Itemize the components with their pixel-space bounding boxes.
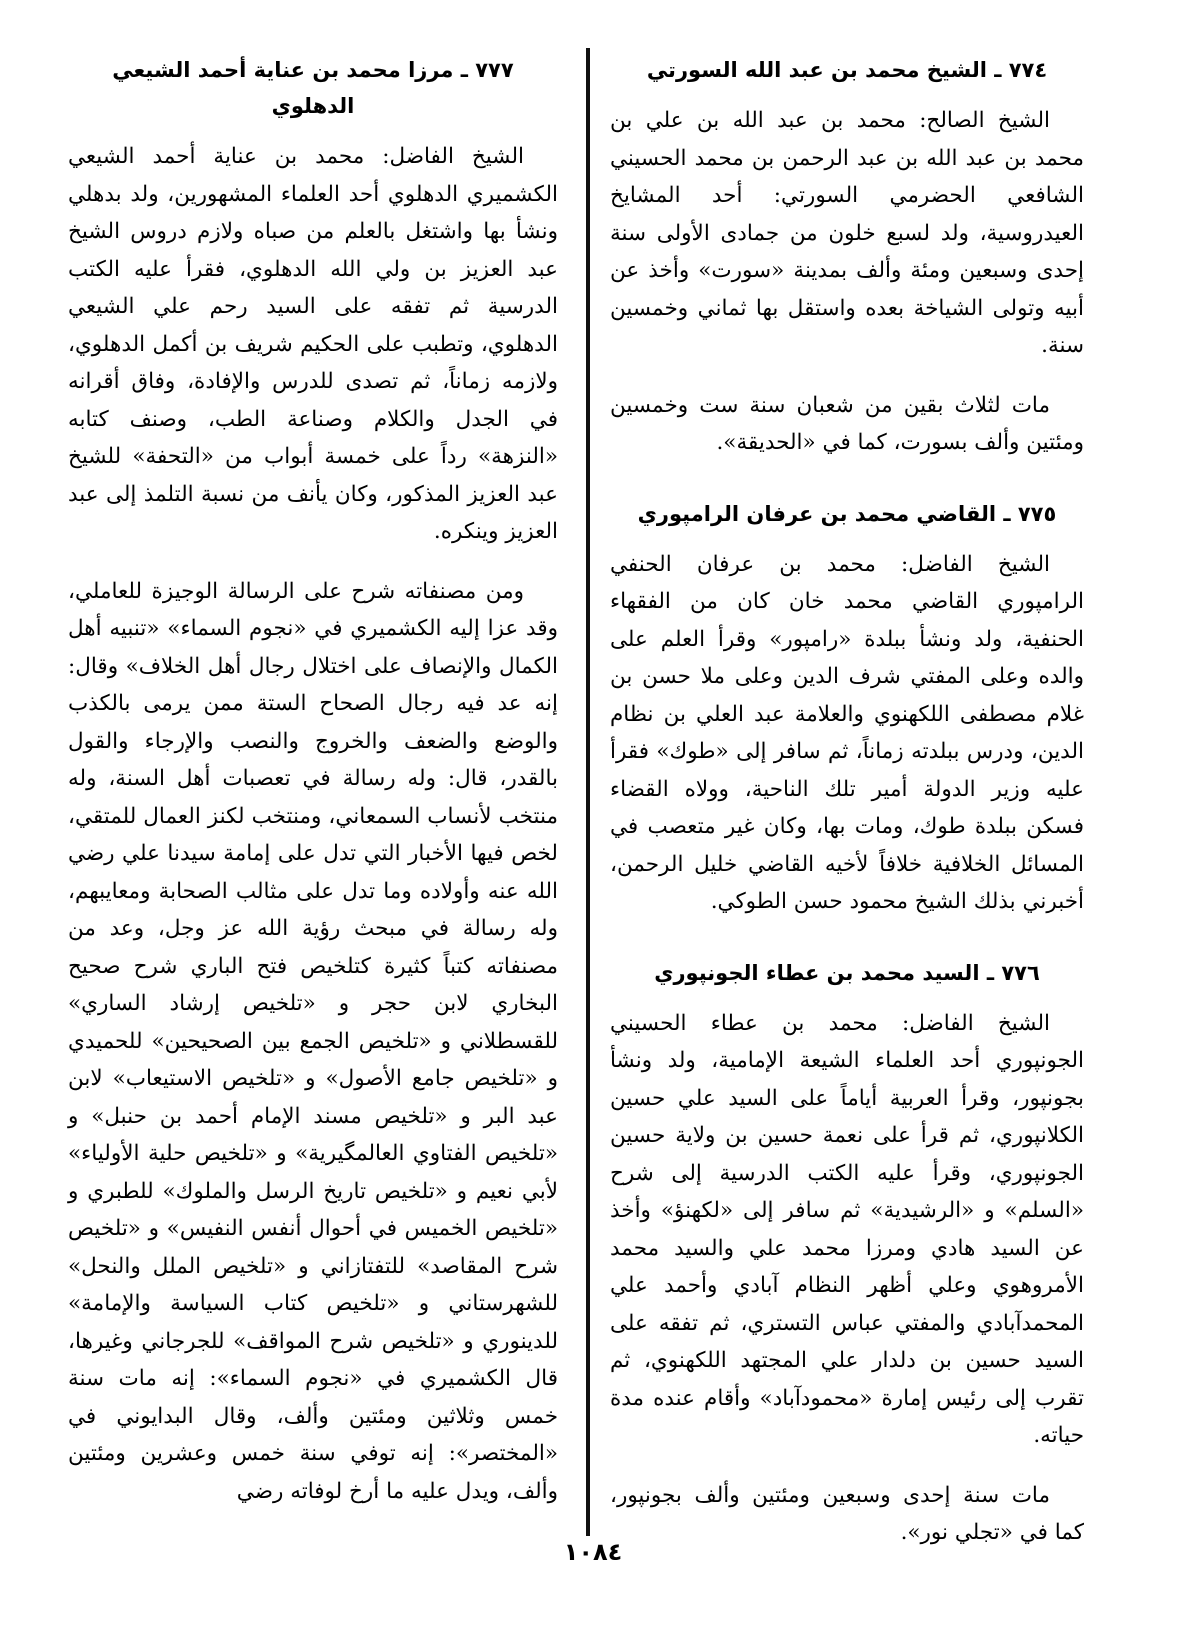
entry-776-title: ٧٧٦ ـ السيد محمد بن عطاء الجونپوري [654,960,1040,985]
right-column [610,52,1084,1552]
entry-777-paragraph-1: الشيخ الفاضل: محمد بن عناية أحمد الشيعي الكشميري الدهلوي أحد العلماء المشهورين، ولد بدهلي ونشأ بها واشتغل بالعلم من صباه ولازم دروس الشيخ عبد العزيز بن ولي الله الدهلوي، فقرأ عليه الكتب الدرسية ثم تفقه على السيد رحم علي الشيعي الدهلوي، وتطبب على الحكيم شريف بن أكمل الدهلوي، ولازمه زماناً، ثم تصدى للدرس والإفادة، وفاق أقرانه في الجدل والكلام وصناعة الطب، وصنف كتابه «النزهة» رداً على خمسة أبواب من «التحفة» للشيخ عبد العزيز المذكور، وكان يأنف من نسبة التلمذ إلى عبد العزيز وينكره. [68,144,558,544]
entry-774-title: ٧٧٤ ـ الشيخ محمد بن عبد الله السورتي [646,58,1048,82]
entry-775-title: ٧٧٥ ـ القاضي محمد بن عرفان الرامپوري [637,501,1057,526]
entry-775-paragraph-1: الشيخ الفاضل: محمد بن عرفان الحنفي الرامپوري القاضي محمد خان كان من الفقهاء الحنفية، ولد ونشأ ببلدة «رامپور» وقرأ العلم على والده وعلى المفتي شرف الدين وعلى ملا حسن بن غلام مصطفى اللكهنوي والعلامة عبد العلي بن نظام الدين، ودرس ببلدته زماناً، ثم سافر إلى «طوك» فقرأ عليه وزير الدولة أمير تلك الناحية، وولاه القضاء فسكن ببلدة طوك، ومات بها، وكان غير متعصب في المسائل الخلافية خلافاً لأخيه القاضي خليل الرحمن، أخبرني بذلك الشيخ محمود حسن الطوكي. [610,551,1084,914]
left-column [68,52,558,1510]
entry-774-paragraph-1: الشيخ الصالح: محمد بن عبد الله بن علي بن محمد بن عبد الله بن عبد الرحمن بن محمد الحسيني الشافعي الحضرمي السورتي: أحد المشايخ العيدروسية، ولد لسبع خلون من جمادى الأولى سنة إحدى وسبعين ومئة وألف بمدينة «سورت» وأخذ عن أبيه وتولى الشياخة بعده واستقل بها ثماني وخمسين سنة. [610,108,1084,358]
entry-774-paragraph-2: مات لثلاث بقين من شعبان سنة ست وخمسين ومئتين وألف بسورت، كما في «الحديقة». [610,392,1084,455]
entry-777-paragraph-2: ومن مصنفاته شرح على الرسالة الوجيزة للعاملي، وقد عزا إليه الكشميري في «نجوم السماء» «تنبيه أهل الكمال والإنصاف على اختلال رجال أهل الخلاف» وقال: إنه عد فيه رجال الصحاح الستة ممن يرمى بالكذب والوضع والضعف والخروج والنصب والإرجاء والقول بالقدر، قال: وله رسالة في تعصبات أهل السنة، وله منتخب لأنساب السمعاني، ومنتخب لكنز العمال للمتقي، لخص فيها الأخبار التي تدل على إمامة سيدنا علي رضي الله عنه وأولاده وما تدل على مثالب الصحابة ومعايبهم، وله رسالة في مبحث رؤية الله عز وجل، وعد من مصنفاته كتباً كثيرة كتلخيص فتح الباري شرح صحيح البخاري لابن حجر و «تلخيص إرشاد الساري» للقسطلاني و «تلخيص الجمع بين الصحيحين» للحميدي و «تلخيص جامع الأصول» و «تلخيص الاستيعاب» لابن عبد البر و «تلخيص مسند الإمام أحمد بن حنبل» و «تلخيص الفتاوي العالمگيرية» و «تلخيص حلية الأولياء» لأبي نعيم و «تلخيص تاريخ الرسل والملوك» للطبري و «تلخيص الخميس في أحوال أنفس النفيس» و «تلخيص شرح المقاصد» للتفتازاني و «تلخيص الملل والنحل» للشهرستاني و «تلخيص كتاب السياسة والإمامة» للدينوري و «تلخيص شرح المواقف» للجرجاني وغيرها، قال الكشميري في «نجوم السماء»: إنه مات سنة خمس وثلاثين ومئتين وألف، وقال البدايوني في «المختصر»: إنه توفي سنة خمس وعشرين ومئتين وألف، ويدل عليه ما أرخ لوفاته رضي [68,578,558,1504]
page-number: ١٠٨٤ [563,1538,623,1566]
entry-777-title: ٧٧٧ ـ مرزا محمد بن عناية أحمد الشيعي الدهلوي [112,58,514,118]
entry-776-paragraph-1: الشيخ الفاضل: محمد بن عطاء الحسيني الجونپوري أحد العلماء الشيعة الإمامية، ولد ونشأ بجونپور، وقرأ العربية أياماً على السيد علي حسين الكلانپوري، ثم قرأ على نعمة حسين بن ولاية حسين الجونپوري، وقرأ عليه الكتب الدرسية إلى شرح «السلم» و «الرشيدية» ثم سافر إلى «لكهنؤ» وأخذ عن السيد هادي ومرزا محمد علي والسيد محمد الأمروهوي وعلي أظهر النظام آبادي وأحمد علي المحمدآبادي والمفتي عباس التستري، ثم تفقه على السيد حسين بن دلدار علي المجتهد اللكهنوي، ثم تقرب إلى رئيس إمارة «محمودآباد» وأقام عنده مدة حياته. [610,1010,1084,1448]
column-divider [586,48,590,1536]
entry-776-paragraph-2: مات سنة إحدى وسبعين ومئتين وألف بجونپور، كما في «تجلي نور». [610,1482,1084,1545]
